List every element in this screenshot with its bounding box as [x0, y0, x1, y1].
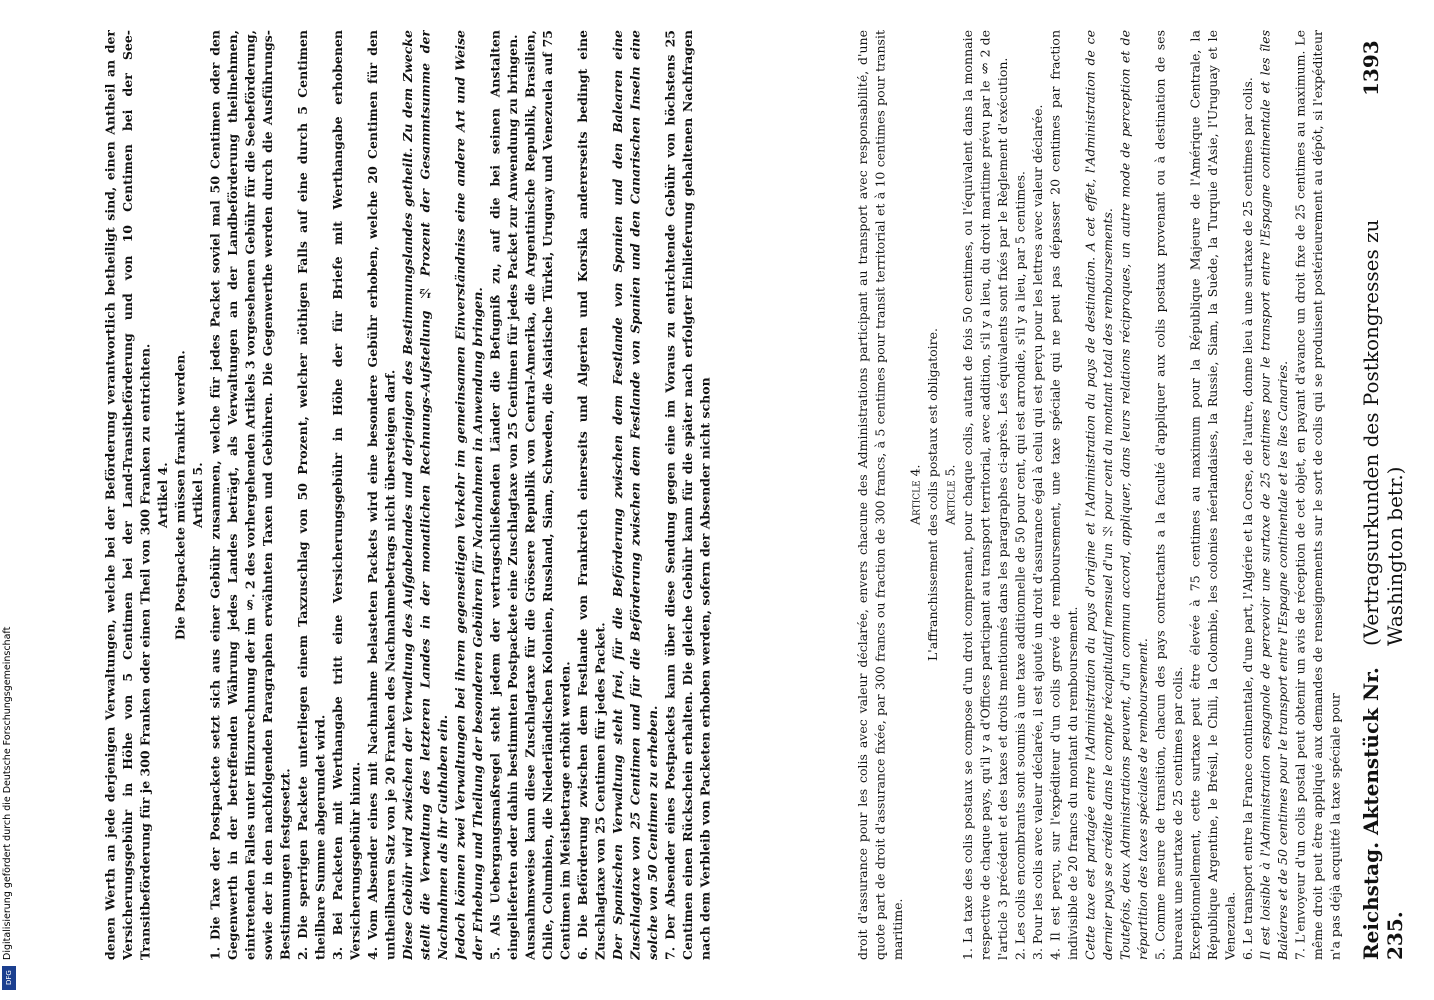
fr-art5-p4c: Toutefois, deux Administrations peuvent, d'un commun accord, appliquer, dans leurs relations réciproques, un autre mode de perception et de répartition des taxes spéciales de remboursement. [1117, 30, 1150, 960]
header-left: Reichstag. Aktenstück Nr. 235. [1359, 667, 1407, 960]
de-art4-body: Die Postpackete müssen frankirt werden. [172, 350, 188, 640]
fr-art5-p2: 2. Les colis encombrants sont soumis à une taxe additionnelle de 50 pour cent, qui est arrondie, s'il y a lieu, par 5 centimes. [1012, 171, 1028, 960]
fr-art5-p5b: Exceptionnellement, cette surtaxe peut être élevée à 75 centimes au maximum pour la République Majeure de l'Amérique Centrale, la République Argentine, le Brésil, le Chili, la Colombie, les colonies néerlandaises, la Russie, Siam, la Suède, la Turquie d'Asie, l'Uruguay et le Venezuela. [1187, 30, 1238, 960]
fr-art5-p7: 7. L'envoyeur d'un colis postal peut obtenir un avis de réception de cet objet, en payant d'avance un droit fixe de 25 centimes au maximum. Le même droit peut être appliqué aux demandes de renseignements sur le sort de colis qui se produisent postérieurement au dépôt, si l'expéditeur n'a pas déjà acquitté la taxe spéciale pour [1292, 30, 1343, 960]
de-art5-p3: 3. Bei Packeten mit Werthangabe tritt eine Versicherungsgebühr in Höhe der für Briefe mit Werthangabe erhobenen Versicherungsgebühr hinzu. [330, 30, 363, 960]
fr-p1: droit d'assurance pour les colis avec valeur déclarée, envers chacune des Administrations participant au transport avec responsabilité, d'une quote part de droit d'assurance fixée, par 300 francs ou fraction de 300 francs, à 5 centimes pour transit territorial et à 10 centimes pour transit maritime. [855, 30, 905, 960]
fr-art5-p6b: Il est loisible à l'Administration espagnole de percevoir une surtaxe de 25 centimes pour le transport entre l'Espagne continentale et les îles Baléares et de 50 centimes pour le transport entre l'Espagne continentale et les îles Canaries. [1257, 30, 1290, 960]
de-art5-p6b: Der Spanischen Verwaltung steht frei, für die Beförderung zwischen dem Festlande von Spanien und den Balearen eine Zuschlagtaxe von 25 Centimen und für die Beförderung zwischen dem Festlande von Spanien und den Canarischen Inseln eine solche von 50 Centimen zu erheben. [610, 30, 660, 960]
fr-art5-p4b: Cette taxe est partagée entre l'Administration du pays d'origine et l'Administration du pays de destination. A cet effet, l'Administration de ce dernier pays se crédite dans le compte récapitulatif mensuel d'un ½ pour cent du montant total des remboursements. [1082, 30, 1115, 960]
de-art5-title: Artikel 5. [190, 462, 205, 528]
german-text-block [84, 30, 714, 960]
dfg-logo-text: DFG [5, 970, 13, 986]
fr-art5-p6: 6. Le transport entre la France continentale, d'une part, l'Algérie et la Corse, de l'autre, donne lieu à une surtaxe de 25 centimes par colis. [1240, 77, 1255, 960]
credit-text: Digitalisierung gefördert durch die Deutsche Forschungsgemeinschaft [2, 626, 13, 960]
digitization-credit [2, 600, 16, 960]
de-art4-title: Artikel 4. [155, 462, 170, 528]
fr-art5-p4: 4. Il est perçu, sur l'expéditeur d'un colis grevé de remboursement, une taxe spéciale qui ne peut pas dépasser 20 centimes par fraction indivisible de 20 francs du montant du remboursement. [1047, 30, 1080, 960]
de-art5-p7: 7. Der Absender eines Postpackets kann über diese Sendung gegen eine im Voraus zu entrichtende Gebühr von höchstens 25 Centimen einen Rückschein erhalten. Die gleiche Gebühr kann für die später nach erfolgter Einlieferung gehaltenen Nachfragen nach dem Verbleib von Packeten erhoben werden, sofern der Absender nicht schon [662, 30, 713, 960]
de-art5-p4: 4. Vom Absender eines mit Nachnahme belasteten Packets wird eine besondere Gebühr erhoben, welche 20 Centimen für den untheilbaren Satz von je 20 Franken des Nachnahmebetrags nicht übersteigen darf. [365, 30, 398, 960]
dfg-logo [2, 966, 16, 990]
de-art5-p1: 1. Die Taxe der Postpackete setzt sich aus einer Gebühr zusammen, welche für jedes Packet soviel mal 50 Centimen oder den Gegenwerth in der betreffenden Währung jedes Landes beträgt, als Verwaltungen an der Landbeförderung theilnehmen, eintretenden Falles unter Hinzurechnung der im §. 2 des vorhergehenden Artikels 3 vorgesehenen Gebühr für die Seebeförderung, sowie der in den nachfolgenden Paragraphen erwähnten Taxen und Gebühren. Die Gegenwerthe werden durch die Ausführungs-Bestimmungen festgesetzt. [207, 30, 293, 960]
page-number: 1393 [1359, 40, 1383, 96]
de-art5-p4b: Diese Gebühr wird zwischen der Verwaltung des Aufgabelandes und derjenigen des Bestimmungslandes getheilt. Zu dem Zwecke stellt die Verwaltung des letzteren Landes in der monatlichen Rechnungs-Aufstellung ½ Prozent der Gesammtsumme der Nachnahmen als ihr Guthaben ein. [400, 30, 450, 960]
de-p1: denen Werth an jede derjenigen Verwaltungen, welche bei der Beförderung verantwortlich betheiligt sind, einen Antheil an der Versicherungsgebühr in Höhe von 5 Centimen bei der Land-Transitbeförderung und von 10 Centimen bei der See-Transitbeförderung für je 300 Franken oder einen Theil von 300 Franken zu entrichten. [102, 30, 153, 960]
de-art5-p4c: Jedoch können zwei Verwaltungen bei ihrem gegenseitigen Verkehr im gemeinsamen Einverständniss eine andere Art und Weise der Erhebung und Theilung der besonderen Gebühren für Nachnahmen in Anwendung bringen. [452, 30, 485, 960]
fr-art5-p5: 5. Comme mesure de transition, chacun des pays contractants a la faculté d'appliquer aux colis postaux provenant ou à destination de ses bureaux une surtaxe de 25 centimes par colis. [1152, 30, 1185, 960]
fr-art5-title: Article 5. [942, 464, 958, 526]
french-text-block [734, 30, 1344, 960]
de-art5-p2: 2. Die sperrigen Packete unterliegen einem Taxzuschlag von 50 Prozent, welcher nöthigen Falls auf eine durch 5 Centimen theilbare Summe abgerundet wird. [295, 30, 328, 960]
de-art5-p5: 5. Als Uebergangsmaßregel steht jedem der vertragschließenden Länder die Befugniß zu, auf die bei seinen Anstalten eingelieferten oder dahin bestimmten Postpackete eine Zuschlagtaxe von 25 Centimen für jedes Packet zur Anwendung zu bringen. [487, 30, 520, 960]
fr-art4-title: Article 4. [907, 464, 923, 526]
de-art5-p5b: Ausnahmsweise kann diese Zuschlagtaxe für die Grössere Republik von Central-Amerika, die Argentinische Republik, Brasilien, Chile, Columbien, die Niederländischen Kolonien, Russland, Siam, Schweden, die Asiatische Türkei, Uruguay und Venezuela auf 75 Centimen im Meistbetrage erhöht werden. [522, 30, 573, 960]
fr-art5-p1: 1. La taxe des colis postaux se compose d'un droit comprenant, pour chaque colis, autant de fois 50 centimes, ou l'équivalent dans la monnaie respective de chaque pays, qu'il y a d'Offices participant au transport territorial, avec addition, s'il y a lieu, du droit maritime prévu par le § 2 de l'article 3 précédent et des taxes et droits mentionnés dans les paragraphes ci-après. Les équivalents sont fixés par le Règlement d'exécution. [960, 30, 1010, 960]
running-header [1359, 40, 1407, 960]
fr-art5-p3: 3. Pour les colis avec valeur déclarée, il est ajouté un droit d'assurance égal à celui qui est perçu pour les lettres avec valeur déclarée. [1030, 104, 1045, 960]
fr-art4-body: L'affranchissement des colis postaux est obligatoire. [925, 328, 940, 662]
de-art5-p6: 6. Die Beförderung zwischen dem Festlande von Frankreich einerseits und Algerien und Korsika andererseits bedingt eine Zuschlagtaxe von 25 Centimen für jedes Packet. [575, 30, 608, 960]
header-center: (Vertragsurkunden des Postkongresses zu Washington betr.) [1359, 219, 1407, 647]
